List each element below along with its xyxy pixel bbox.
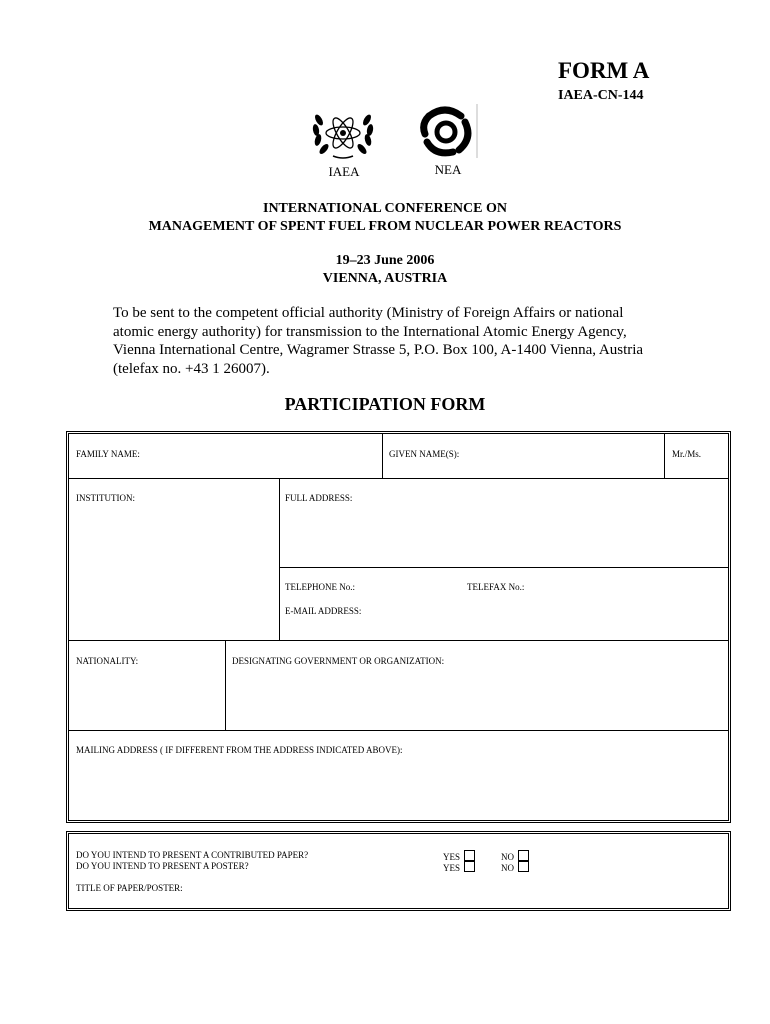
no-label: NO	[501, 863, 514, 873]
form-title: FORM A	[558, 58, 650, 83]
participation-form-box	[66, 431, 731, 823]
yes-label: YES	[443, 852, 461, 862]
family-name-field[interactable]: FAMILY NAME:	[76, 449, 140, 459]
divider	[69, 730, 728, 731]
paper-title-field[interactable]: TITLE OF PAPER/POSTER:	[76, 883, 183, 893]
designating-field[interactable]: DESIGNATING GOVERNMENT OR ORGANIZATION:	[232, 656, 445, 666]
divider	[225, 640, 226, 730]
poster-no-checkbox[interactable]	[518, 861, 529, 872]
no-label: NO	[501, 852, 514, 862]
given-names-field[interactable]: GIVEN NAME(S):	[389, 449, 460, 459]
divider	[279, 567, 728, 568]
divider	[664, 434, 665, 478]
intro-line: Vienna International Centre, Wagramer Strasse 5, P.O. Box 100, A-1400 Vienna, Austria	[113, 342, 644, 358]
iaea-logo	[307, 104, 379, 162]
mailing-address-field[interactable]: MAILING ADDRESS ( IF DIFFERENT FROM THE ADDRESS INDICATED ABOVE):	[76, 745, 403, 755]
participation-form-heading: PARTICIPATION FORM	[284, 394, 486, 414]
papers-box	[66, 831, 731, 911]
divider	[279, 478, 280, 640]
conference-title	[0, 200, 770, 236]
poster-yes-option[interactable]	[443, 861, 475, 873]
telefax-field[interactable]: TELEFAX No.:	[467, 582, 525, 592]
divider	[69, 640, 728, 641]
conference-place: VIENNA, AUSTRIA	[322, 271, 448, 286]
intro-line: To be sent to the competent official authority (Ministry of Foreign Affairs or national	[113, 305, 624, 321]
conference-line-1: INTERNATIONAL CONFERENCE ON	[263, 201, 507, 216]
paper-question: DO YOU INTEND TO PRESENT A CONTRIBUTED PAPER?	[76, 850, 309, 860]
intro-paragraph	[113, 304, 673, 378]
paper-yes-checkbox[interactable]	[464, 850, 475, 861]
form-code: IAEA-CN-144	[558, 88, 644, 103]
poster-question: DO YOU INTEND TO PRESENT A POSTER?	[76, 861, 249, 871]
intro-line: atomic energy authority) for transmission to the International Atomic Energy Agency,	[113, 323, 627, 340]
conference-line-2: MANAGEMENT OF SPENT FUEL FROM NUCLEAR POWER REACTORS	[148, 219, 622, 234]
conference-dates	[0, 252, 770, 288]
nea-logo	[415, 102, 481, 160]
nationality-field[interactable]: NATIONALITY:	[76, 656, 139, 666]
telephone-field[interactable]: TELEPHONE No.:	[285, 582, 355, 592]
institution-field[interactable]: INSTITUTION:	[76, 493, 135, 503]
yes-label: YES	[443, 863, 461, 873]
poster-no-option[interactable]	[501, 861, 529, 873]
title-field[interactable]: Mr./Ms.	[672, 449, 702, 459]
paper-no-checkbox[interactable]	[518, 850, 529, 861]
divider	[69, 478, 728, 479]
conference-date: 19–23 June 2006	[335, 253, 435, 268]
nea-label: NEA	[434, 162, 462, 177]
full-address-field[interactable]: FULL ADDRESS:	[285, 493, 353, 503]
email-field[interactable]: E-MAIL ADDRESS:	[285, 606, 362, 616]
iaea-label: IAEA	[328, 164, 360, 179]
poster-yes-checkbox[interactable]	[464, 861, 475, 872]
intro-line: (telefax no. +43 1 26007).	[113, 360, 270, 377]
divider	[382, 434, 383, 478]
